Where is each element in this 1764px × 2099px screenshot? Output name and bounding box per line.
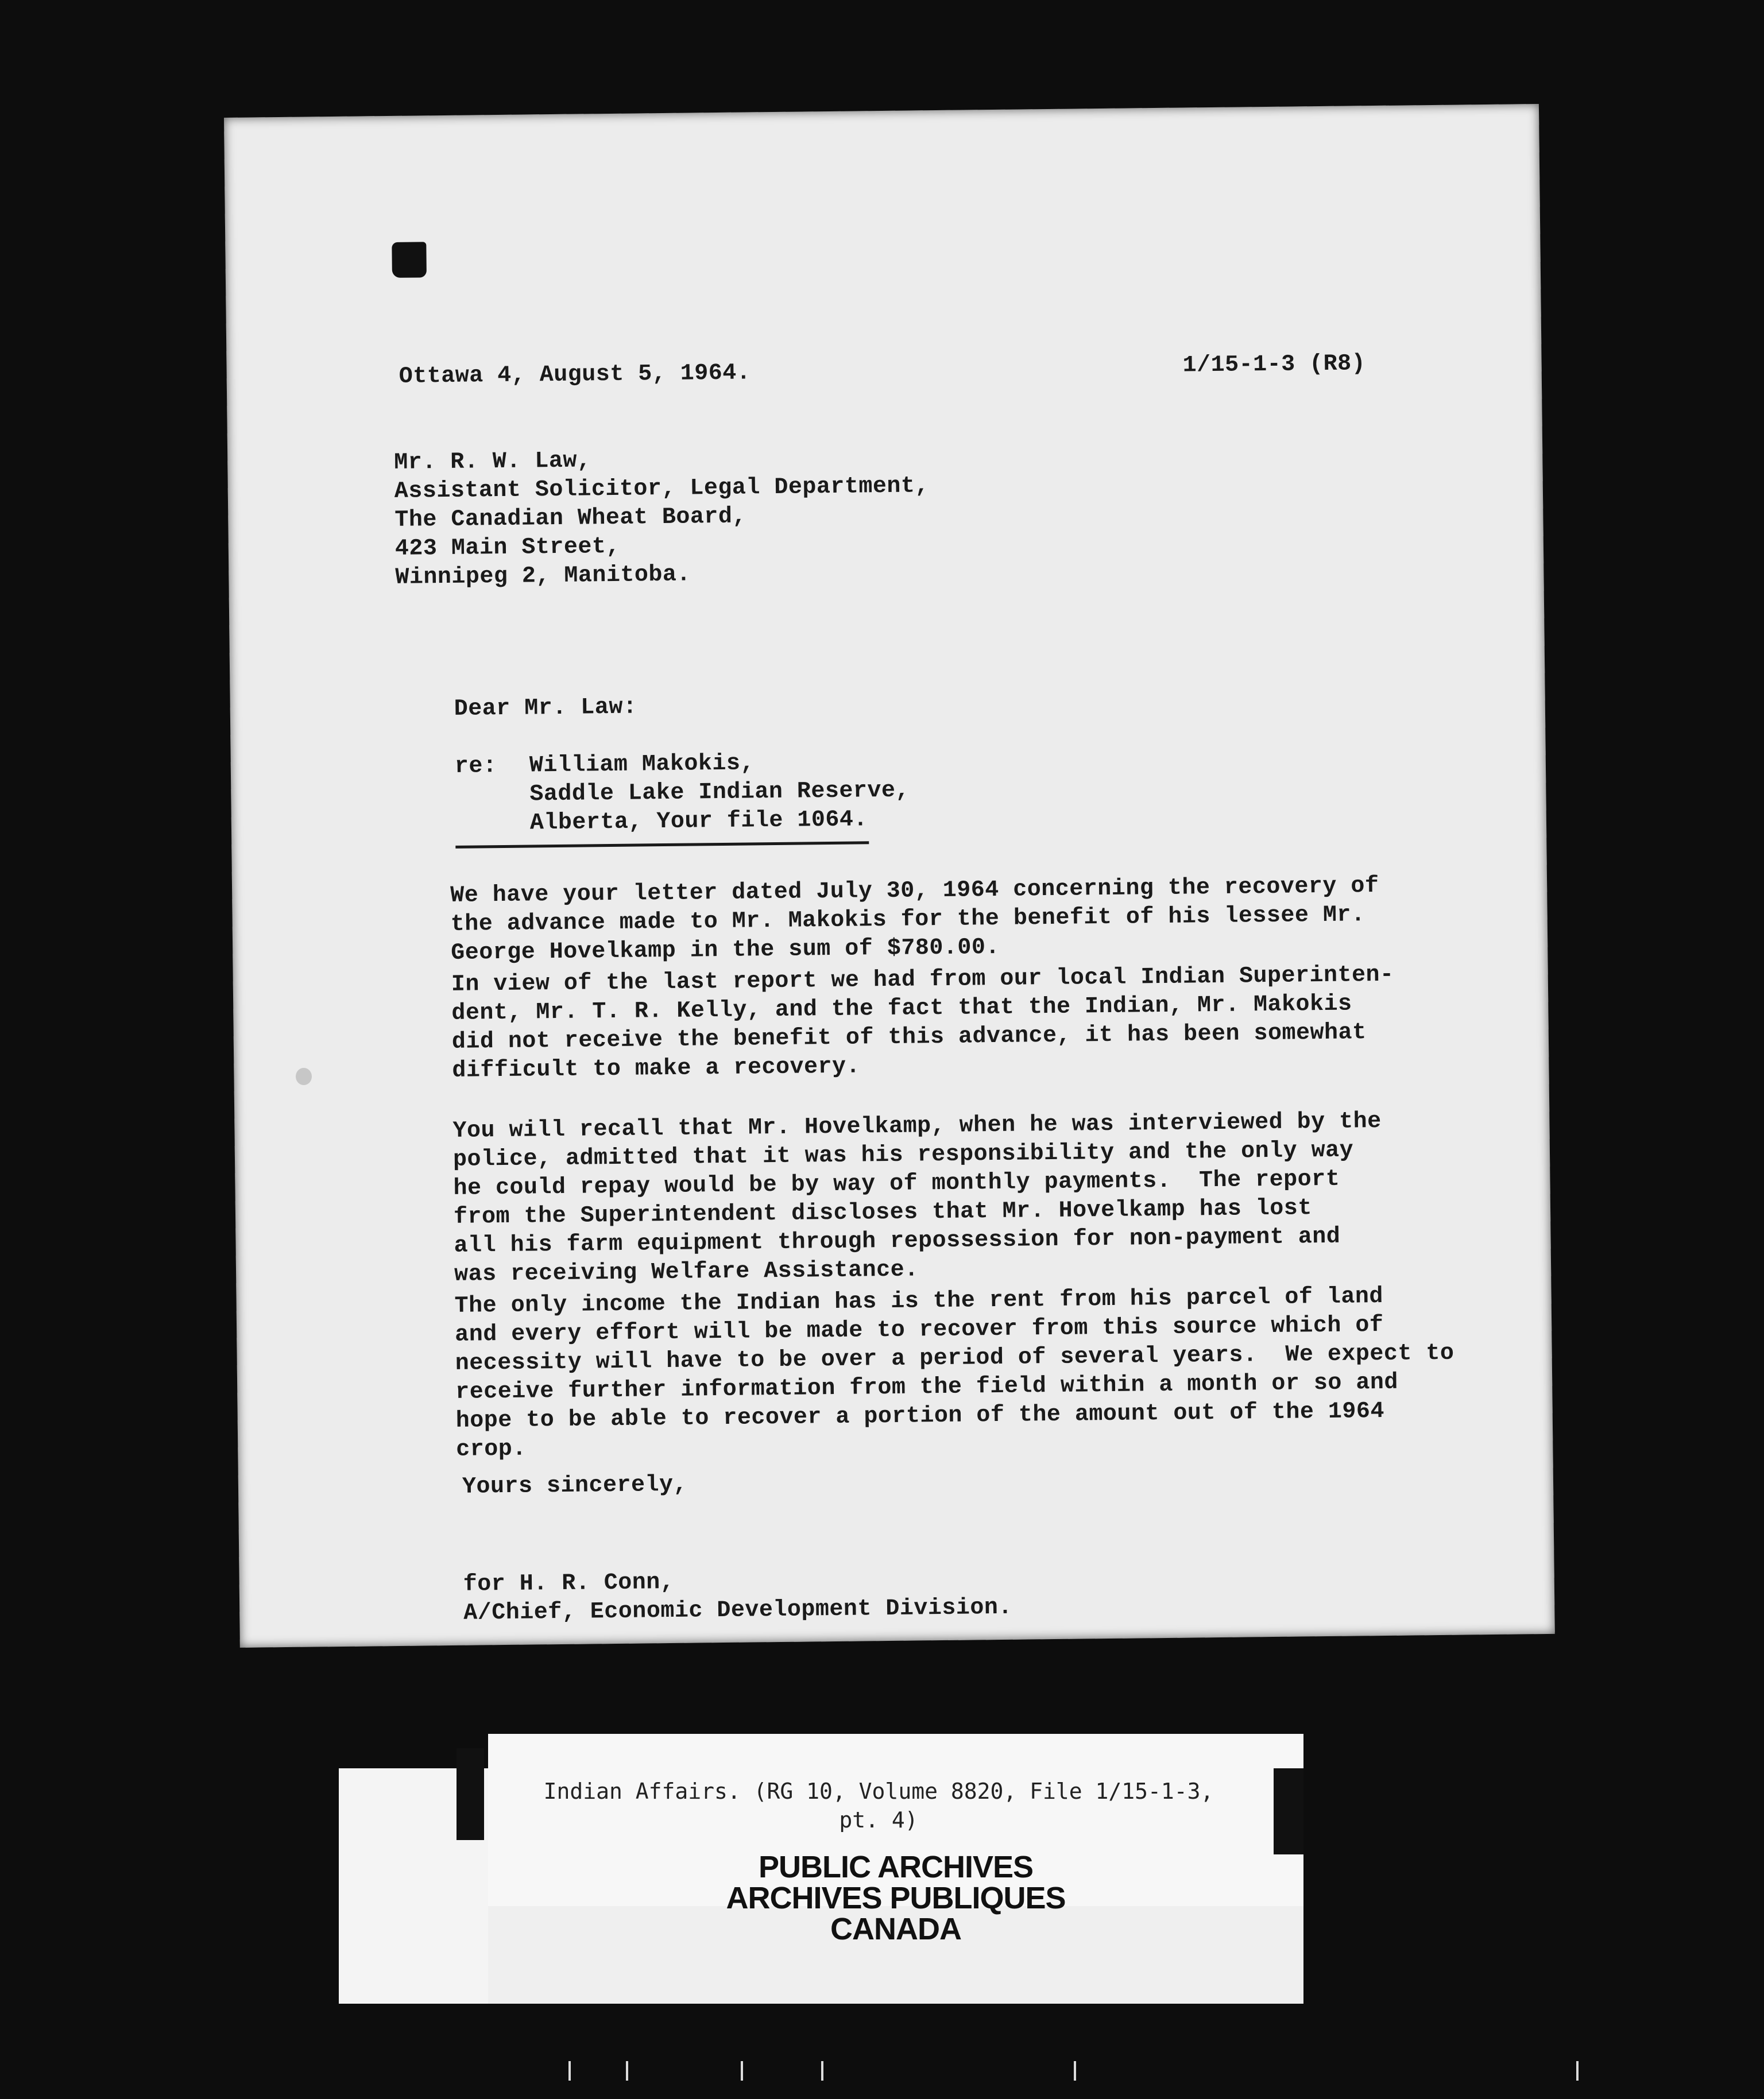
recipient-address [394,443,930,592]
citation-line: Indian Affairs. (RG 10, Volume 8820, File 1/15-1-3, [543,1779,1214,1804]
paragraph-line: the advance made to Mr. Makokis for the benefit of his lessee Mr. [450,902,1365,938]
stamp-line-country: CANADA [830,1912,961,1946]
recipient-title: Assistant Solicitor, Legal Department, [394,473,930,505]
film-dust-spot [296,1068,312,1085]
subject-block [529,748,910,838]
letter-date: Ottawa 4, August 5, 1964. [399,360,751,390]
paragraph-line: police, admitted that it was his responsibility and the only way [452,1137,1354,1173]
public-archives-stamp [517,1852,1275,1945]
film-edge-mark [1576,2061,1579,2081]
subject-line: Saddle Lake Indian Reserve, [529,777,910,808]
paragraph-line: all his farm equipment through repossession for non-payment and [454,1223,1341,1259]
salutation: Dear Mr. Law: [454,694,637,722]
paragraph-line: receive further information from the field within a month or so and [455,1369,1399,1405]
paragraph-line: he could repay would be by way of monthly payments. The report [453,1166,1340,1202]
body-paragraph-2 [451,961,1395,1086]
body-paragraph-1 [450,872,1380,968]
body-paragraph-3 [452,1107,1383,1289]
signatory-title: A/Chief, Economic Development Division. [463,1594,1013,1626]
letter-page [224,104,1555,1648]
re-label: re: [454,753,497,780]
file-reference: 1/15-1-3 (R8) [1182,351,1366,379]
citation-line: pt. 4) [839,1807,918,1833]
stamp-line-english: PUBLIC ARCHIVES [758,1850,1034,1884]
punch-hole-mark [392,242,427,278]
paragraph-line: crop. [456,1436,527,1463]
stamp-line-french: ARCHIVES PUBLIQUES [726,1881,1066,1915]
signatory-name: for H. R. Conn, [463,1569,675,1598]
paragraph-line: In view of the last report we had from our local Indian Superinten- [451,962,1394,998]
paragraph-line: necessity will have to be over a period of several years. We expect to [455,1340,1454,1377]
recipient-city: Winnipeg 2, Manitoba. [395,561,691,591]
film-edge-mark [741,2061,743,2081]
subject-line: Alberta, Your file 1064. [529,807,868,836]
paragraph-line: from the Superintendent discloses that Mr. Hovelkamp has lost [453,1195,1312,1230]
label-tab-left [457,1748,484,1840]
recipient-organization: The Canadian Wheat Board, [394,504,747,533]
paragraph-line: You will recall that Mr. Hovelkamp, when he was interviewed by the [452,1108,1382,1144]
body-paragraph-4 [454,1282,1455,1465]
film-edge-mark [626,2061,628,2081]
paragraph-line: and every effort will be made to recover from this source which of [454,1312,1384,1348]
recipient-street: 423 Main Street, [394,533,621,562]
paragraph-line: was receiving Welfare Assistance. [454,1257,919,1288]
paragraph-line: George Hovelkamp in the sum of $780.00. [451,934,1000,966]
paragraph-line: dent, Mr. T. R. Kelly, and the fact that the Indian, Mr. Makokis [451,991,1352,1027]
subject-underline [455,841,869,849]
film-edge-mark [1074,2061,1076,2081]
recipient-name: Mr. R. W. Law, [394,448,591,476]
paragraph-line: We have your letter dated July 30, 1964 concerning the recovery of [450,873,1379,909]
subject-line: William Makokis, [529,750,755,779]
film-edge-mark [821,2061,823,2081]
film-edge-mark [568,2061,571,2081]
paragraph-line: The only income the Indian has is the rent from his parcel of land [454,1283,1384,1319]
paragraph-line: did not receive the benefit of this advance, it has been somewhat [451,1020,1367,1055]
label-tab-right [1274,1768,1303,1854]
signature-block [463,1565,1013,1628]
paragraph-line: difficult to make a recovery. [452,1054,861,1084]
paragraph-line: hope to be able to recover a portion of the amount out of the 1964 [455,1398,1385,1434]
closing: Yours sincerely, [462,1471,688,1500]
archive-citation [500,1777,1258,1834]
